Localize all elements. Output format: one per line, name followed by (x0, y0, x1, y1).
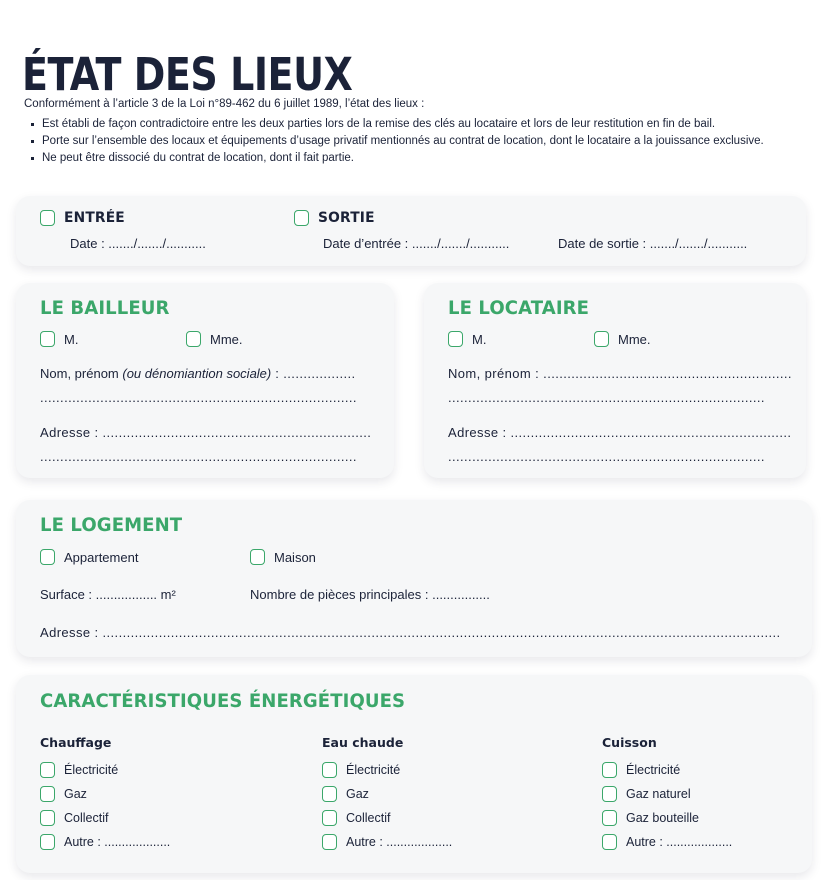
card-caracteristiques-energetiques (16, 675, 812, 873)
energy-column-chauffage (40, 735, 170, 858)
checkbox-eau-chaude-autre-icon[interactable] (322, 834, 337, 850)
checkbox-bailleur-m-label: M. (64, 331, 79, 347)
card-entree-sortie (16, 196, 806, 266)
field-bailleur-nom-continuation[interactable]: ............................................................................... (40, 390, 357, 405)
checkbox-row-eau-chaude-autre[interactable] (322, 834, 452, 850)
checkbox-cuisson-gaz-bouteille-label: Gaz bouteille (626, 811, 699, 825)
checkbox-chauffage-gaz-icon[interactable] (40, 786, 55, 802)
checkbox-chauffage-electricite-label: Électricité (64, 763, 119, 777)
checkbox-chauffage-collectif-icon[interactable] (40, 810, 55, 826)
field-date-sortie[interactable]: Date de sortie : ......./......./........... (558, 236, 748, 251)
checkbox-cuisson-electricite-icon[interactable] (602, 762, 617, 778)
intro-bullet-list (24, 116, 814, 167)
checkbox-row-cuisson-autre[interactable] (602, 834, 732, 850)
checkbox-eau-chaude-collectif-icon[interactable] (322, 810, 337, 826)
field-nombre-pieces[interactable]: Nombre de pièces principales : ................ (250, 587, 490, 602)
field-locataire-nom-continuation[interactable]: ............................................................................... (448, 390, 765, 405)
intro-lead-text: Conformément à l’article 3 de la Loi n°89-462 du 6 juillet 1989, l’état des lieux : (24, 98, 425, 110)
checkbox-row-locataire-mme[interactable] (594, 331, 651, 347)
checkbox-sortie-icon[interactable] (294, 210, 309, 226)
checkbox-row-locataire-m[interactable] (448, 331, 486, 347)
energy-column-heading: Chauffage (40, 735, 112, 750)
checkbox-chauffage-autre-label: Autre : ................... (64, 835, 171, 849)
field-bailleur-adresse[interactable]: Adresse : ................................................................... (40, 425, 372, 440)
intro-bullet-item: Est établi de façon contradictoire entre les deux parties lors de la remise des clés au locataire et lors de leur restitution en fin de bail. (24, 116, 814, 133)
field-bailleur-nom-suffix: : .................. (271, 366, 356, 381)
intro-block (24, 96, 814, 167)
field-date[interactable]: Date : ......./......./........... (70, 236, 206, 251)
field-locataire-adresse[interactable]: Adresse : ...................................................................... (448, 425, 792, 440)
checkbox-appartement-label: Appartement (64, 549, 139, 565)
checkbox-row-eau-chaude-gaz[interactable] (322, 786, 452, 802)
checkbox-eau-chaude-autre-label: Autre : ................... (346, 835, 453, 849)
checkbox-entree-icon[interactable] (40, 210, 55, 226)
checkbox-bailleur-mme-label: Mme. (210, 331, 243, 347)
energy-column-eau-chaude (322, 735, 452, 858)
intro-bullet-item: Ne peut être dissocié du contrat de location, dont il fait partie. (24, 150, 814, 167)
checkbox-row-chauffage-collectif[interactable] (40, 810, 170, 826)
checkbox-bailleur-m-icon[interactable] (40, 331, 55, 347)
section-title-logement: LE LOGEMENT (40, 514, 183, 536)
checkbox-eau-chaude-gaz-label: Gaz (346, 787, 369, 801)
checkbox-locataire-m-label: M. (472, 331, 487, 347)
checkbox-cuisson-gaz-naturel-icon[interactable] (602, 786, 617, 802)
checkbox-maison-label: Maison (274, 549, 316, 565)
field-bailleur-nom-italic: (ou dénomiantion sociale) (122, 366, 272, 381)
checkbox-row-maison[interactable] (250, 549, 316, 565)
checkbox-appartement-icon[interactable] (40, 549, 55, 565)
checkbox-entree-label: ENTRÉE (64, 210, 125, 226)
card-logement (16, 500, 812, 657)
checkbox-cuisson-autre-icon[interactable] (602, 834, 617, 850)
checkbox-eau-chaude-electricite-label: Électricité (346, 763, 401, 777)
intro-bullet-item: Porte sur l’ensemble des locaux et équipements d’usage privatif mentionnés au contrat de location, dont le locataire a la jouissance exclusive. (24, 133, 814, 150)
checkbox-eau-chaude-collectif-label: Collectif (346, 811, 391, 825)
field-date-entree[interactable]: Date d’entrée : ......./......./........... (323, 236, 510, 251)
checkbox-locataire-mme-icon[interactable] (594, 331, 609, 347)
checkbox-row-cuisson-gaz-naturel[interactable] (602, 786, 732, 802)
field-locataire-nom[interactable]: Nom, prénom : .............................................................. (448, 366, 792, 381)
checkbox-maison-icon[interactable] (250, 549, 265, 565)
checkbox-row-eau-chaude-collectif[interactable] (322, 810, 452, 826)
checkbox-bailleur-mme-icon[interactable] (186, 331, 201, 347)
checkbox-row-chauffage-gaz[interactable] (40, 786, 170, 802)
checkbox-sortie-label: SORTIE (318, 210, 375, 226)
checkbox-row-chauffage-electricite[interactable] (40, 762, 170, 778)
energy-column-heading: Eau chaude (322, 735, 404, 750)
page-title: ÉTAT DES LIEUX (22, 48, 353, 102)
checkbox-eau-chaude-gaz-icon[interactable] (322, 786, 337, 802)
checkbox-chauffage-electricite-icon[interactable] (40, 762, 55, 778)
card-locataire (424, 283, 806, 478)
checkbox-row-eau-chaude-electricite[interactable] (322, 762, 452, 778)
checkbox-chauffage-autre-icon[interactable] (40, 834, 55, 850)
checkbox-row-sortie[interactable] (294, 210, 378, 226)
checkbox-locataire-m-icon[interactable] (448, 331, 463, 347)
field-bailleur-nom[interactable] (40, 366, 356, 381)
checkbox-eau-chaude-electricite-icon[interactable] (322, 762, 337, 778)
checkbox-cuisson-gaz-naturel-label: Gaz naturel (626, 787, 691, 801)
energy-column-cuisson (602, 735, 732, 858)
checkbox-row-entree[interactable] (40, 210, 128, 226)
field-logement-adresse[interactable]: Adresse : ......................................................................................................................................................................... (40, 625, 781, 640)
checkbox-cuisson-gaz-bouteille-icon[interactable] (602, 810, 617, 826)
field-bailleur-adresse-continuation[interactable]: ............................................................................... (40, 449, 357, 464)
card-bailleur (16, 283, 394, 478)
checkbox-row-chauffage-autre[interactable] (40, 834, 170, 850)
field-surface[interactable]: Surface : ................. m² (40, 587, 176, 602)
checkbox-cuisson-autre-label: Autre : ................... (626, 835, 733, 849)
checkbox-chauffage-collectif-label: Collectif (64, 811, 109, 825)
section-title-locataire: LE LOCATAIRE (448, 297, 590, 319)
checkbox-chauffage-gaz-label: Gaz (64, 787, 87, 801)
checkbox-cuisson-electricite-label: Électricité (626, 763, 681, 777)
checkbox-row-bailleur-mme[interactable] (186, 331, 243, 347)
field-bailleur-nom-prefix: Nom, prénom (40, 366, 123, 381)
checkbox-row-appartement[interactable] (40, 549, 138, 565)
section-title-bailleur: LE BAILLEUR (40, 297, 170, 319)
checkbox-row-bailleur-m[interactable] (40, 331, 78, 347)
field-locataire-adresse-continuation[interactable]: ............................................................................... (448, 449, 765, 464)
section-title-energie: CARACTÉRISTIQUES ÉNERGÉTIQUES (40, 690, 406, 712)
energy-column-heading: Cuisson (602, 735, 657, 750)
checkbox-row-cuisson-electricite[interactable] (602, 762, 732, 778)
checkbox-row-cuisson-gaz-bouteille[interactable] (602, 810, 732, 826)
checkbox-locataire-mme-label: Mme. (618, 331, 651, 347)
